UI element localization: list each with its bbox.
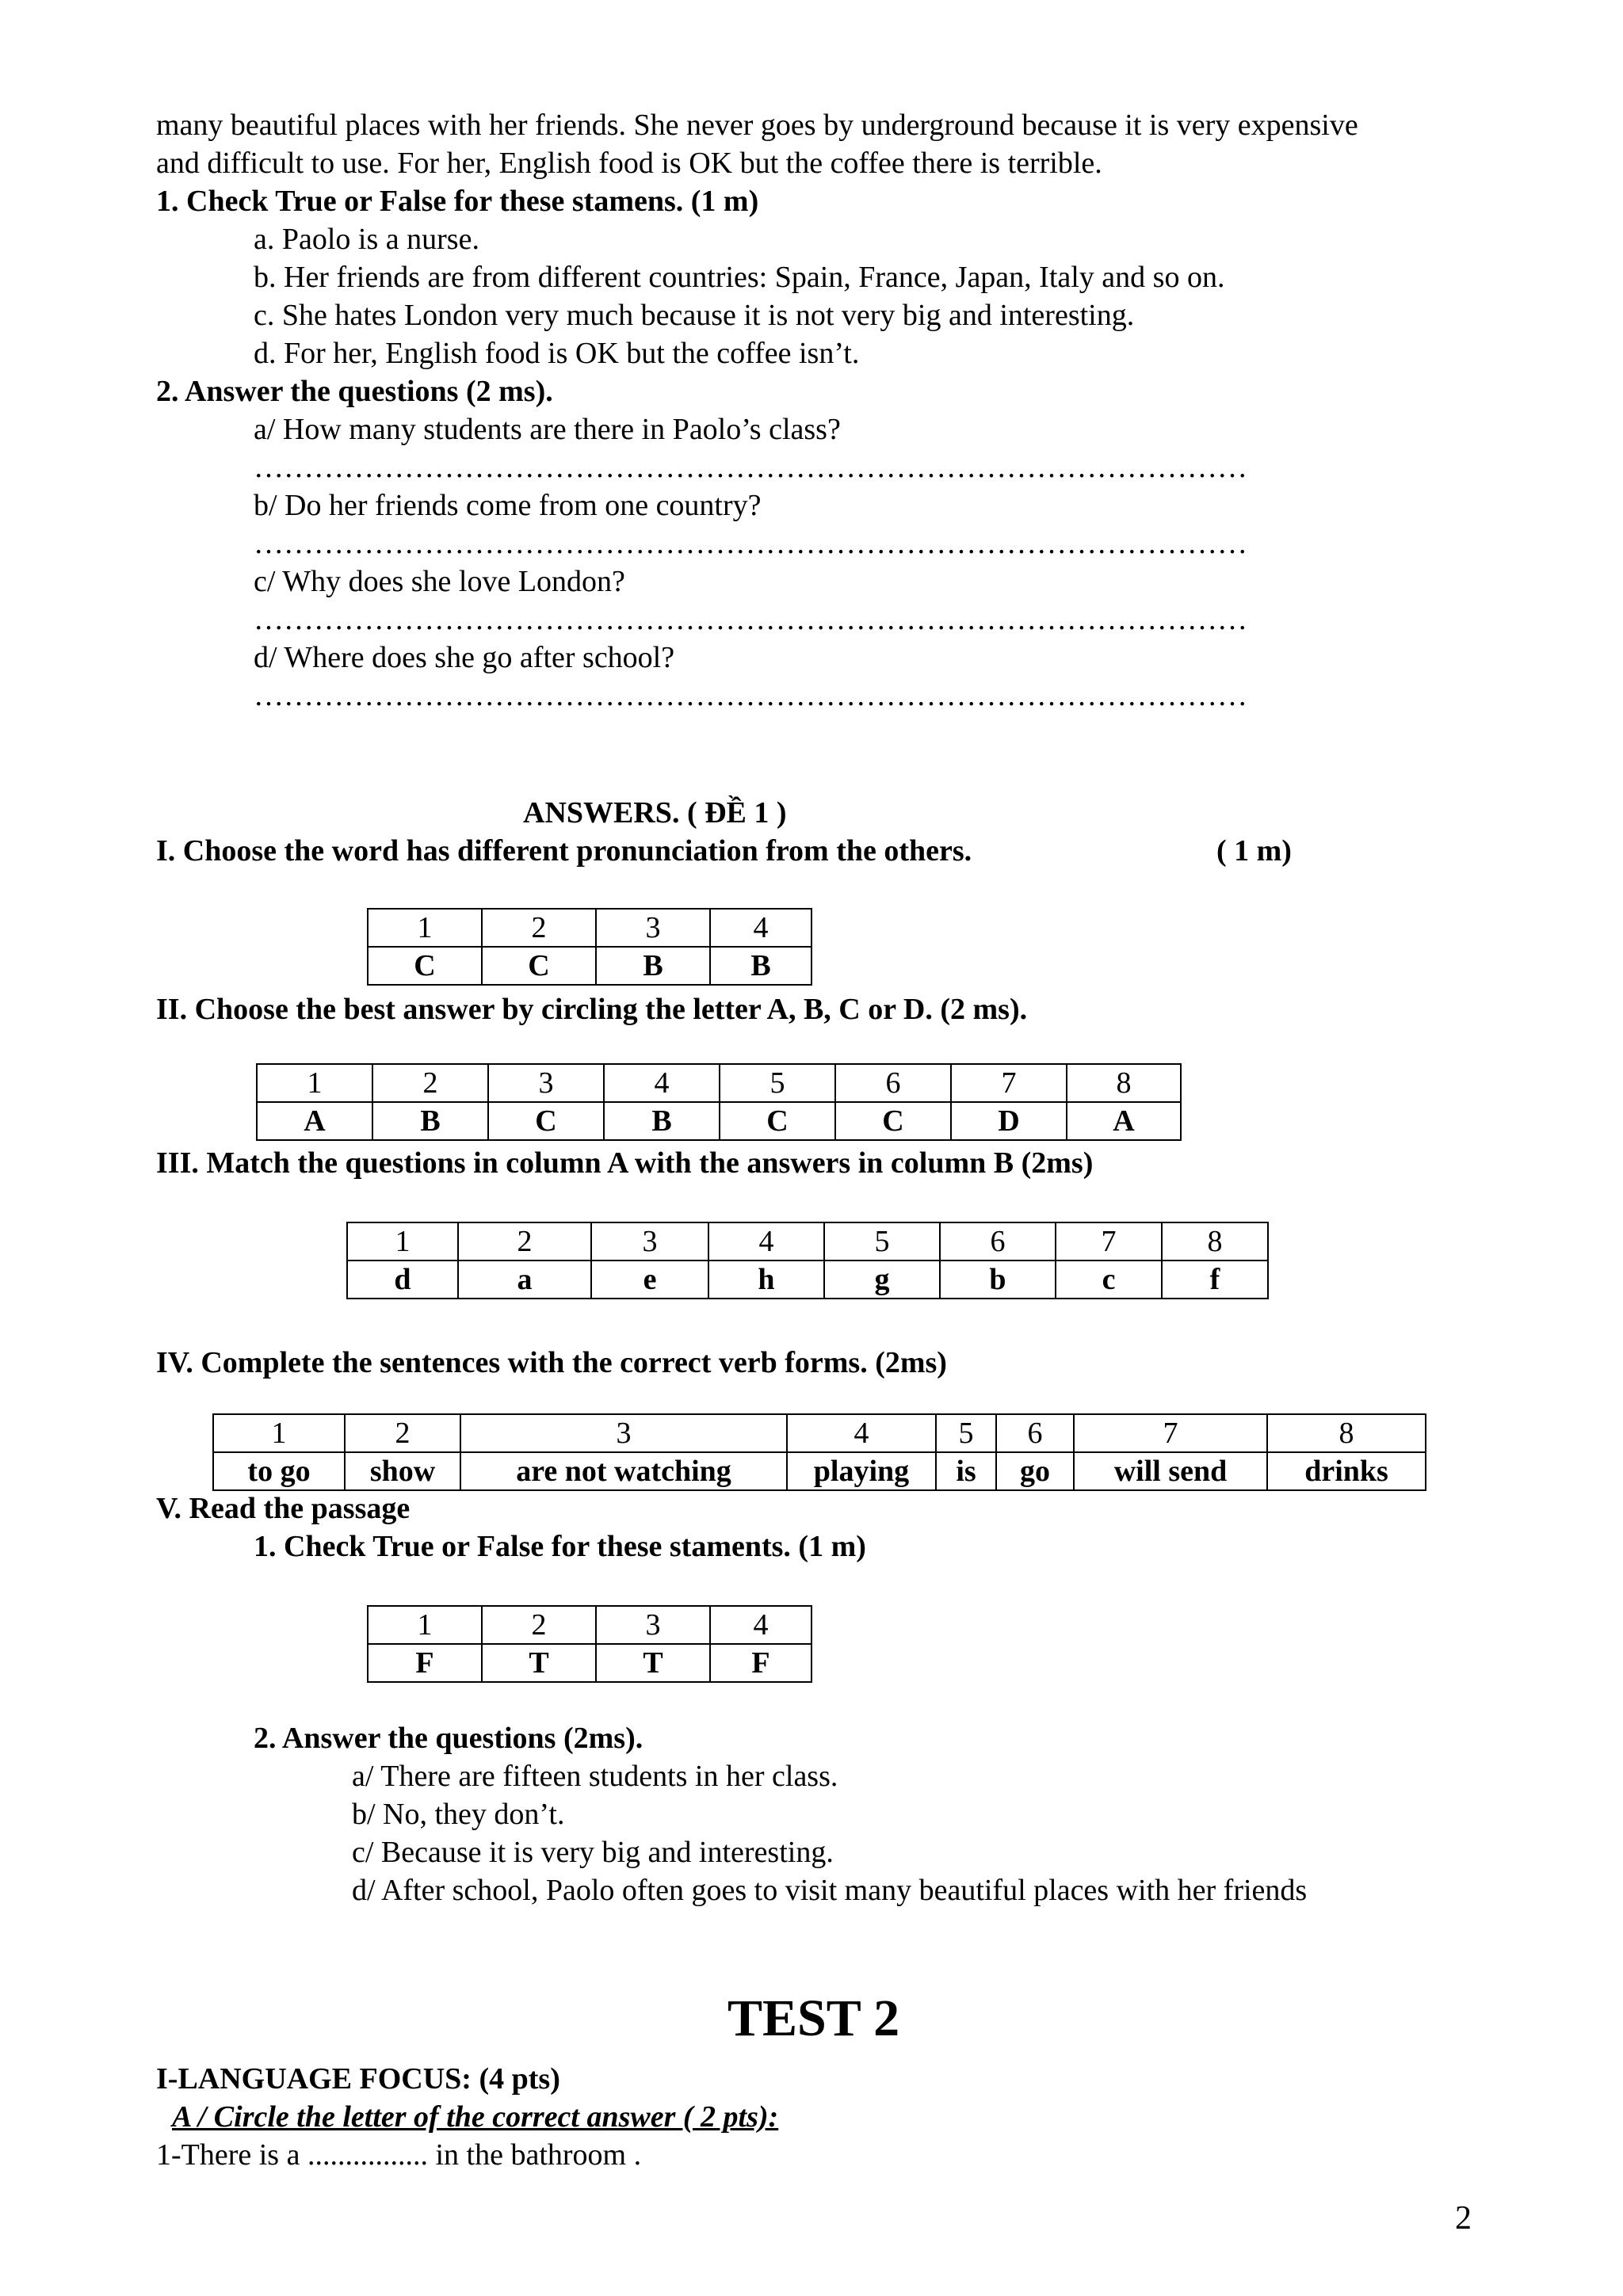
answers-s5-sub1: 1. Check True or False for these staments. (1 m) bbox=[254, 1530, 866, 1563]
table-cell: h bbox=[708, 1261, 824, 1299]
table-header-row bbox=[347, 1222, 1268, 1261]
task1-item-a: a. Paolo is a nurse. bbox=[254, 223, 479, 256]
table-cell: 4 bbox=[710, 1606, 812, 1644]
table-cell: 7 bbox=[1056, 1222, 1162, 1261]
task1-item-c: c. She hates London very much because it is not very big and interesting. bbox=[254, 299, 1135, 332]
page-number: 2 bbox=[1455, 2200, 1472, 2237]
table-header-row bbox=[368, 909, 812, 947]
table-cell: show bbox=[345, 1452, 460, 1490]
table-cell: C bbox=[835, 1102, 951, 1140]
task2-answer-line-c[interactable]: ……………………………………………………………………………………… bbox=[254, 603, 1247, 636]
table-cell: a bbox=[458, 1261, 591, 1299]
answers-s4-heading: IV. Complete the sentences with the correct verb forms. (2ms) bbox=[156, 1346, 947, 1379]
table-row bbox=[368, 947, 812, 985]
answers-s2-table bbox=[256, 1063, 1182, 1141]
answers-title: ANSWERS. ( ĐỀ 1 ) bbox=[523, 796, 787, 830]
table-cell: are not watching bbox=[460, 1452, 787, 1490]
table-cell: 3 bbox=[460, 1414, 787, 1452]
answers-s5-sub2: 2. Answer the questions (2ms). bbox=[254, 1722, 643, 1755]
task2-question-c: c/ Why does she love London? bbox=[254, 565, 625, 598]
table-cell: 2 bbox=[482, 1606, 596, 1644]
table-cell: 4 bbox=[708, 1222, 824, 1261]
passage-line-1: many beautiful places with her friends. She never goes by underground because it is very expensive bbox=[156, 109, 1358, 142]
table-cell: c bbox=[1056, 1261, 1162, 1299]
table-cell: g bbox=[824, 1261, 940, 1299]
table-cell: T bbox=[596, 1644, 710, 1682]
table-cell: F bbox=[710, 1644, 812, 1682]
table-cell: 8 bbox=[1267, 1414, 1426, 1452]
table-cell: T bbox=[482, 1644, 596, 1682]
table-cell: 5 bbox=[720, 1064, 835, 1102]
answers-s5-answer-b: b/ No, they don’t. bbox=[352, 1798, 565, 1831]
table-cell: 2 bbox=[458, 1222, 591, 1261]
task2-question-a: a/ How many students are there in Paolo’s class? bbox=[254, 413, 841, 446]
answers-s5-answer-c: c/ Because it is very big and interesting. bbox=[352, 1836, 834, 1869]
table-row bbox=[257, 1102, 1181, 1140]
test2-sub-a-heading: A / Circle the letter of the correct answer ( 2 pts): bbox=[172, 2100, 779, 2134]
table-cell: 2 bbox=[372, 1064, 488, 1102]
table-cell: B bbox=[604, 1102, 720, 1140]
answers-s3-table bbox=[346, 1222, 1269, 1299]
table-cell: to go bbox=[213, 1452, 345, 1490]
table-cell: C bbox=[488, 1102, 604, 1140]
table-cell: D bbox=[951, 1102, 1067, 1140]
task2-heading: 2. Answer the questions (2 ms). bbox=[156, 375, 553, 408]
task2-question-d: d/ Where does she go after school? bbox=[254, 641, 675, 674]
table-cell: B bbox=[596, 947, 710, 985]
answers-s5-answer-d: d/ After school, Paolo often goes to visit many beautiful places with her friends bbox=[352, 1874, 1308, 1907]
table-cell: e bbox=[591, 1261, 708, 1299]
table-cell: B bbox=[372, 1102, 488, 1140]
table-cell: 4 bbox=[710, 909, 812, 947]
task2-question-b: b/ Do her friends come from one country? bbox=[254, 489, 762, 522]
test2-section-heading: I-LANGUAGE FOCUS: (4 pts) bbox=[156, 2062, 560, 2096]
table-header-row bbox=[257, 1064, 1181, 1102]
answers-s1-heading: I. Choose the word has different pronunciation from the others. bbox=[156, 834, 972, 868]
table-cell: 6 bbox=[996, 1414, 1074, 1452]
table-cell: A bbox=[1067, 1102, 1181, 1140]
table-cell: 6 bbox=[835, 1064, 951, 1102]
table-cell: 5 bbox=[824, 1222, 940, 1261]
table-cell: 1 bbox=[257, 1064, 372, 1102]
table-cell: 1 bbox=[368, 1606, 482, 1644]
test2-title: TEST 2 bbox=[727, 1989, 900, 2047]
table-cell: 1 bbox=[213, 1414, 345, 1452]
answers-s5-answer-a: a/ There are fifteen students in her class. bbox=[352, 1760, 838, 1793]
answers-s2-heading: II. Choose the best answer by circling the letter A, B, C or D. (2 ms). bbox=[156, 993, 1028, 1026]
table-row bbox=[368, 1644, 812, 1682]
table-cell: C bbox=[482, 947, 596, 985]
table-row bbox=[213, 1452, 1426, 1490]
table-cell: 8 bbox=[1162, 1222, 1268, 1261]
table-cell: 3 bbox=[488, 1064, 604, 1102]
table-cell: 8 bbox=[1067, 1064, 1181, 1102]
table-cell: F bbox=[368, 1644, 482, 1682]
answers-s5-heading: V. Read the passage bbox=[156, 1492, 411, 1525]
table-cell: f bbox=[1162, 1261, 1268, 1299]
answers-s4-table bbox=[212, 1413, 1426, 1491]
table-cell: C bbox=[720, 1102, 835, 1140]
table-cell: playing bbox=[787, 1452, 936, 1490]
task1-heading: 1. Check True or False for these stamens. (1 m) bbox=[156, 185, 759, 218]
table-cell: 3 bbox=[596, 1606, 710, 1644]
table-header-row bbox=[368, 1606, 812, 1644]
table-cell: 1 bbox=[368, 909, 482, 947]
table-cell: is bbox=[936, 1452, 996, 1490]
table-cell: 3 bbox=[591, 1222, 708, 1261]
table-cell: 1 bbox=[347, 1222, 458, 1261]
table-row bbox=[347, 1261, 1268, 1299]
answers-s1-table bbox=[367, 908, 812, 986]
table-cell: C bbox=[368, 947, 482, 985]
table-cell: B bbox=[710, 947, 812, 985]
task2-answer-line-b[interactable]: ……………………………………………………………………………………… bbox=[254, 527, 1247, 560]
table-cell: go bbox=[996, 1452, 1074, 1490]
task2-answer-line-a[interactable]: ……………………………………………………………………………………… bbox=[254, 451, 1247, 484]
table-cell: 7 bbox=[951, 1064, 1067, 1102]
table-cell: A bbox=[257, 1102, 372, 1140]
table-cell: 2 bbox=[345, 1414, 460, 1452]
passage-line-2: and difficult to use. For her, English food is OK but the coffee there is terrible. bbox=[156, 147, 1102, 180]
task2-answer-line-d[interactable]: ……………………………………………………………………………………… bbox=[254, 679, 1247, 712]
answers-s5-table bbox=[367, 1605, 812, 1683]
test2-question-1: 1-There is a ................ in the bathroom . bbox=[156, 2138, 642, 2172]
answers-s1-mark: ( 1 m) bbox=[1216, 834, 1292, 868]
table-header-row bbox=[213, 1414, 1426, 1452]
table-cell: 4 bbox=[787, 1414, 936, 1452]
task1-item-b: b. Her friends are from different countries: Spain, France, Japan, Italy and so on. bbox=[254, 261, 1225, 294]
table-cell: 3 bbox=[596, 909, 710, 947]
table-cell: 2 bbox=[482, 909, 596, 947]
table-cell: b bbox=[940, 1261, 1056, 1299]
answers-s3-heading: III. Match the questions in column A with the answers in column B (2ms) bbox=[156, 1146, 1094, 1180]
table-cell: 7 bbox=[1074, 1414, 1267, 1452]
table-cell: 6 bbox=[940, 1222, 1056, 1261]
task1-item-d: d. For her, English food is OK but the coffee isn’t. bbox=[254, 337, 860, 370]
table-cell: d bbox=[347, 1261, 458, 1299]
table-cell: drinks bbox=[1267, 1452, 1426, 1490]
table-cell: 4 bbox=[604, 1064, 720, 1102]
table-cell: will send bbox=[1074, 1452, 1267, 1490]
table-cell: 5 bbox=[936, 1414, 996, 1452]
